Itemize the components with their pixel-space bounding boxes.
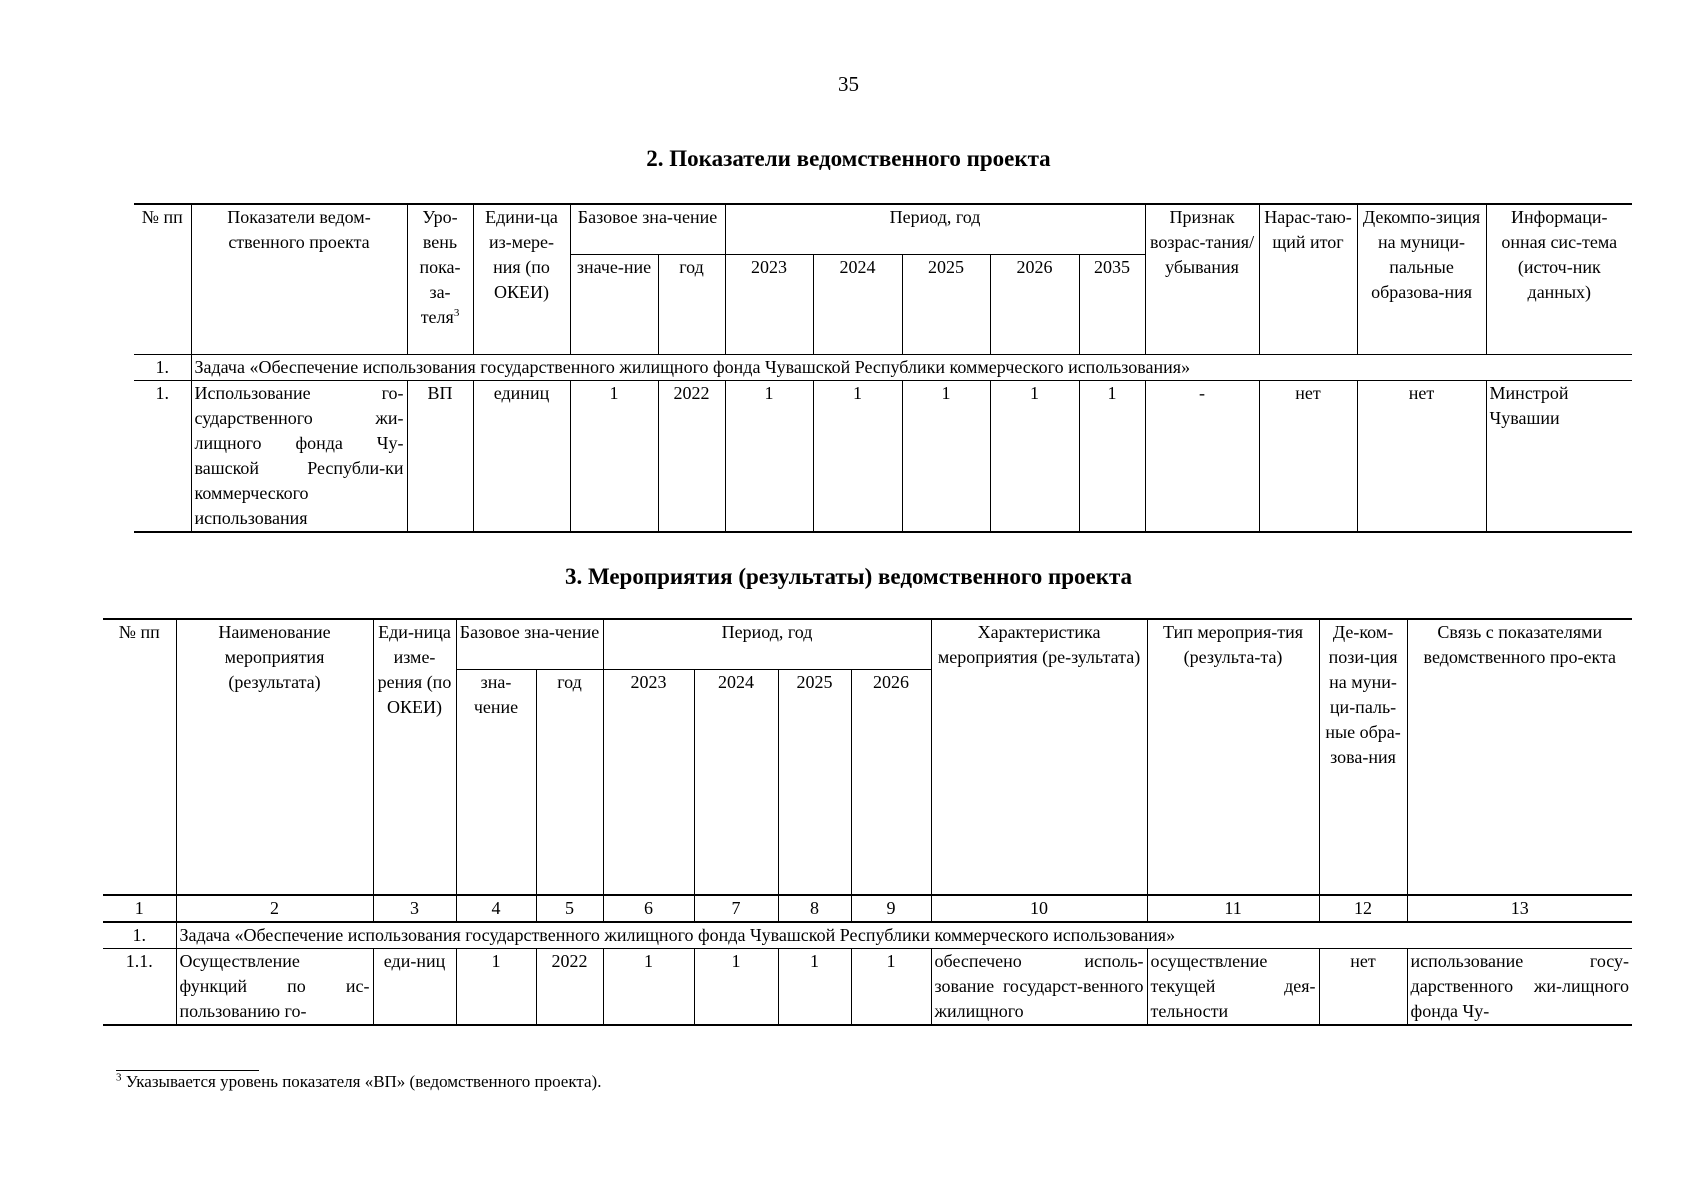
task-number: 1.: [103, 922, 176, 949]
col-unit-header: Еди-ница изме-рения (по ОКЕИ): [373, 619, 456, 895]
link-value: использование госу-дарственного жи-лищного фонда Чу-: [1407, 949, 1632, 1026]
decomposition-value: нет: [1357, 380, 1486, 532]
col-base-value-header: зна-чение: [456, 669, 536, 895]
col-decomposition-header: Декомпо-зиция на муници-пальные образова-ния: [1357, 204, 1486, 354]
measure-name: Осуществление функций по ис-пользованию го-: [176, 949, 373, 1026]
column-number: 8: [778, 895, 851, 922]
column-number: 10: [931, 895, 1147, 922]
col-level-label: Уро-вень пока-за-теля: [419, 207, 461, 327]
task-number: 1.: [134, 354, 191, 380]
base-year: 2022: [536, 949, 603, 1026]
column-number: 12: [1319, 895, 1407, 922]
column-number: 9: [851, 895, 931, 922]
col-year-header: 2023: [603, 669, 694, 895]
column-number: 5: [536, 895, 603, 922]
col-period-header: Период, год: [603, 619, 931, 669]
col-name-header: Наименование мероприятия (результата): [176, 619, 373, 895]
row-number: 1.1.: [103, 949, 176, 1026]
column-number: 1: [103, 895, 176, 922]
base-value: 1: [570, 380, 658, 532]
year-value: 1: [725, 380, 813, 532]
col-trend-header: Признак возрас-тания/ убывания: [1145, 204, 1259, 354]
indicator-name: Использование го-сударственного жи-лищного фонда Чу-вашской Республи-ки коммерческого использования: [191, 380, 407, 532]
col-type-header: Тип мероприя-тия (результа-та): [1147, 619, 1319, 895]
task-text: Задача «Обеспечение использования государственного жилищного фонда Чувашской Республики коммерческого использования»: [176, 922, 1632, 949]
type-value: осуществление текущей дея-тельности: [1147, 949, 1319, 1026]
footnote-ref: 3: [453, 307, 460, 319]
base-value: 1: [456, 949, 536, 1026]
footnote: [116, 1072, 601, 1092]
footnote-text: Указывается уровень показателя «ВП» (ведомственного проекта).: [125, 1072, 602, 1091]
base-year: 2022: [658, 380, 725, 532]
col-year-header: 2026: [851, 669, 931, 895]
indicators-table: [134, 203, 1632, 533]
indicator-unit: единиц: [473, 380, 570, 532]
col-year-header: 2025: [902, 254, 990, 354]
column-number: 7: [694, 895, 778, 922]
col-base-year-header: год: [536, 669, 603, 895]
year-value: 1: [778, 949, 851, 1026]
col-level-header: [407, 204, 473, 354]
row-number: 1.: [134, 380, 191, 532]
col-link-header: Связь с показателями ведомственного про-екта: [1407, 619, 1632, 895]
info-system-value: Минстрой Чувашии: [1486, 380, 1632, 532]
section-3-title: 3. Мероприятия (результаты) ведомственного проекта: [564, 564, 1133, 589]
col-num-header: № пп: [134, 204, 191, 354]
column-number: 6: [603, 895, 694, 922]
col-characteristic-header: Характеристика мероприятия (ре-зультата): [931, 619, 1147, 895]
column-number: 3: [373, 895, 456, 922]
col-year-header: 2024: [813, 254, 902, 354]
cumulative-value: нет: [1259, 380, 1357, 532]
measure-unit: еди-ниц: [373, 949, 456, 1026]
footnote-marker: 3: [116, 1071, 122, 1084]
footnote-separator: [116, 1070, 259, 1071]
col-base-header: Базовое зна-чение: [456, 619, 603, 669]
col-period-header: Период, год: [725, 204, 1145, 254]
section-2-title: 2. Показатели ведомственного проекта: [646, 146, 1051, 171]
col-unit-header: Едини-ца из-мере-ния (по ОКЕИ): [473, 204, 570, 354]
trend-value: -: [1145, 380, 1259, 532]
column-number: 4: [456, 895, 536, 922]
year-value: 1: [603, 949, 694, 1026]
col-year-header: 2026: [990, 254, 1079, 354]
col-year-header: 2024: [694, 669, 778, 895]
column-number: 2: [176, 895, 373, 922]
col-info-system-header: Информаци-онная сис-тема (источ-ник данных): [1486, 204, 1632, 354]
indicator-level: ВП: [407, 380, 473, 532]
year-value: 1: [902, 380, 990, 532]
year-value: 1: [851, 949, 931, 1026]
col-cumulative-header: Нарас-таю-щий итог: [1259, 204, 1357, 354]
col-base-year-header: год: [658, 254, 725, 354]
year-value: 1: [1079, 380, 1145, 532]
year-value: 1: [990, 380, 1079, 532]
col-year-header: 2023: [725, 254, 813, 354]
col-year-header: 2035: [1079, 254, 1145, 354]
page-number: 35: [838, 72, 859, 96]
col-decomposition-header: Де-ком-пози-ция на муни-ци-паль-ные обра-зова-ния: [1319, 619, 1407, 895]
col-indicator-header: Показатели ведом-ственного проекта: [191, 204, 407, 354]
decomposition-value: нет: [1319, 949, 1407, 1026]
task-text: Задача «Обеспечение использования государственного жилищного фонда Чувашской Республики коммерческого использования»: [191, 354, 1632, 380]
col-base-header: Базовое зна-чение: [570, 204, 725, 254]
characteristic-value: обеспечено исполь-зование государст-венного жилищного: [931, 949, 1147, 1026]
year-value: 1: [694, 949, 778, 1026]
col-base-value-header: значе-ние: [570, 254, 658, 354]
col-num-header: № пп: [103, 619, 176, 895]
column-number: 11: [1147, 895, 1319, 922]
measures-table: [103, 618, 1632, 1026]
year-value: 1: [813, 380, 902, 532]
col-year-header: 2025: [778, 669, 851, 895]
column-number: 13: [1407, 895, 1632, 922]
